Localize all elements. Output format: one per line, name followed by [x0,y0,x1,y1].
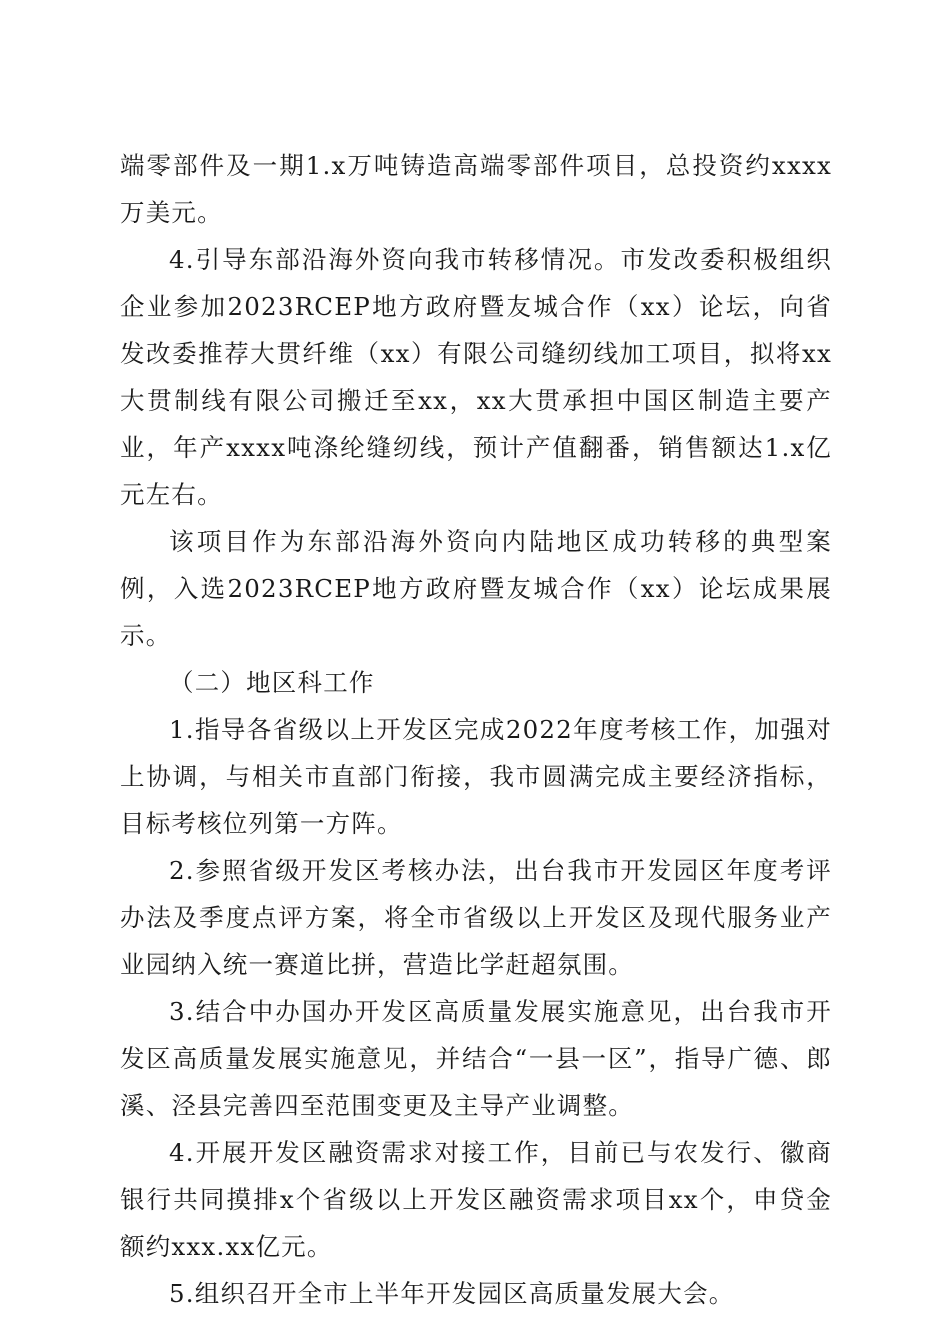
document-body [120,142,832,1317]
paragraph-annual-assessment: 1.指导各省级以上开发区完成2022年度考核工作，加强对上协调，与相关市直部门衔接，我市圆满完成主要经济指标，目标考核位列第一方阵。 [120,715,832,838]
paragraph-financing-needs: 4.开展开发区融资需求对接工作，目前已与农发行、徽商银行共同摸排x个省级以上开发区融资需求项目xx个，申贷金额约xxx.xx亿元。 [120,1138,832,1261]
paragraph-development-conference: 5.组织召开全市上半年开发园区高质量发展大会。 [169,1279,735,1308]
paragraph-evaluation-method: 2.参照省级开发区考核办法，出台我市开发园区年度考评办法及季度点评方案，将全市省级以上开发区及现代服务业产业园纳入统一赛道比拼，营造比学赶超氛围。 [120,856,832,979]
paragraph-coastal-investment-transfer: 4.引导东部沿海外资向我市转移情况。市发改委积极组织企业参加2023RCEP地方政府暨友城合作（xx）论坛，向省发改委推荐大贯纤维（xx）有限公司缝纫线加工项目，拟将xx大贯制线有限公司搬迁至xx，xx大贯承担中国区制造主要产业，年产xxxx吨涤纶缝纫线，预计产值翻番，销售额达1.x亿元左右。 [120,245,832,509]
paragraph-typical-case: 该项目作为东部沿海外资向内陆地区成功转移的典型案例，入选2023RCEP地方政府暨友城合作（xx）论坛成果展示。 [120,527,832,650]
paragraph-project-investment: 端零部件及一期1.x万吨铸造高端零部件项目，总投资约xxxx万美元。 [120,151,832,227]
section-heading-regional-work: （二）地区科工作 [169,668,375,697]
paragraph-high-quality-development: 3.结合中办国办开发区高质量发展实施意见，出台我市开发区高质量发展实施意见，并结合“一县一区”，指导广德、郎溪、泾县完善四至范围变更及主导产业调整。 [120,997,832,1120]
